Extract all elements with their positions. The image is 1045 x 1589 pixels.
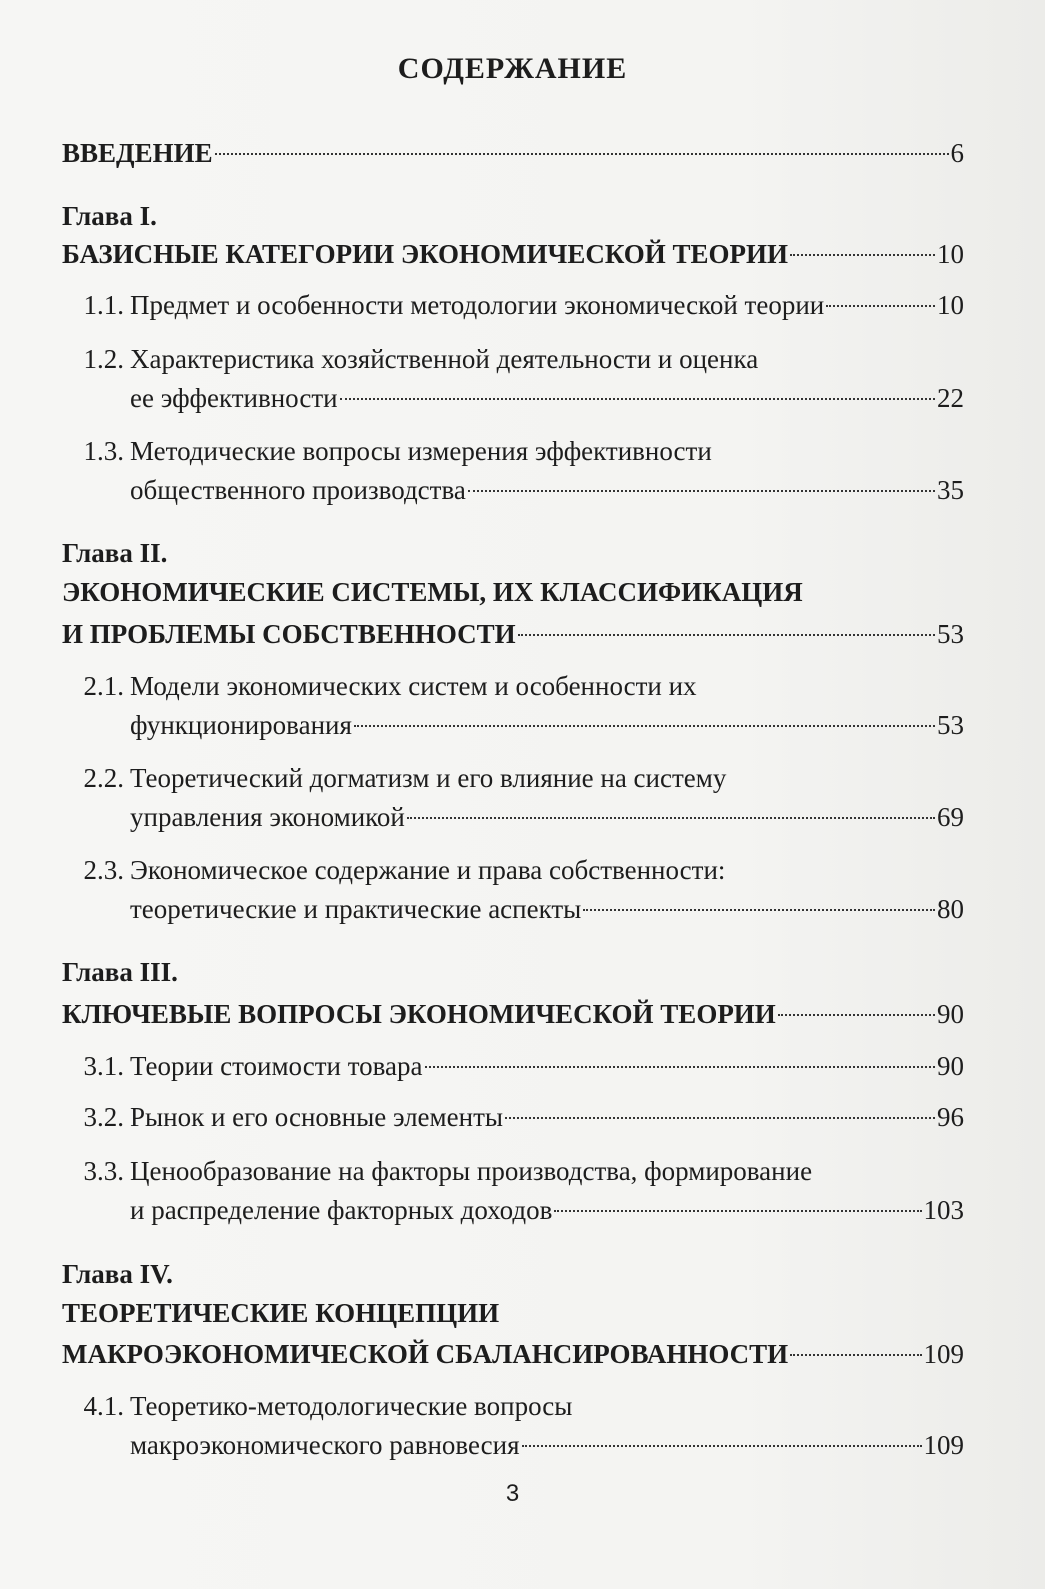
section-row-cont: [62, 797, 964, 837]
dot-leader: [522, 1445, 922, 1447]
section-number: 4.1.: [83, 1391, 124, 1421]
section-number: 1.3.: [83, 436, 124, 466]
section-row-cont: [62, 378, 964, 418]
dot-leader: [505, 1117, 935, 1119]
page-title: СОДЕРЖАНИЕ: [397, 52, 628, 85]
chapter-title: КЛЮЧЕВЫЕ ВОПРОСЫ ЭКОНОМИЧЕСКОЙ ТЕОРИИ: [62, 999, 776, 1029]
dot-leader: [554, 1210, 921, 1212]
section-title: Теории стоимости товара: [130, 1051, 423, 1081]
section-number: 1.1.: [83, 290, 124, 320]
section-row: [62, 1386, 572, 1426]
section-title: и распределение факторных доходов: [130, 1195, 553, 1225]
toc-page-number: 90: [937, 999, 964, 1029]
chapter-title-row: [62, 614, 964, 654]
section-row: [62, 850, 725, 890]
toc-entry-label: ВВЕДЕНИЕ: [62, 138, 213, 168]
dot-leader: [215, 153, 949, 155]
toc-page-number: 96: [937, 1102, 964, 1132]
section-number: 3.1.: [83, 1051, 124, 1081]
section-title: Рынок и его основные элементы: [130, 1102, 504, 1132]
toc-page-number: 10: [937, 290, 964, 320]
section-row-cont: [62, 705, 964, 745]
chapter-title: ТЕОРЕТИЧЕСКИЕ КОНЦЕПЦИИ: [62, 1298, 500, 1328]
toc-page-number: 69: [937, 802, 964, 832]
chapter-label: Глава III.: [62, 957, 178, 987]
dot-leader: [425, 1066, 935, 1068]
dot-leader: [583, 909, 935, 911]
section-row-cont: [62, 470, 964, 510]
section-title: Предмет и особенности методологии экономической теории: [130, 290, 825, 320]
section-title: Теоретико-методологические вопросы: [130, 1391, 573, 1421]
section-row: [62, 285, 964, 325]
section-title: общественного производства: [130, 475, 466, 505]
dot-leader: [826, 305, 935, 307]
page-number: 3: [505, 1480, 520, 1507]
section-row: [62, 1151, 812, 1191]
toc-page-number: 109: [923, 1430, 964, 1460]
section-title: управления экономикой: [130, 802, 405, 832]
section-title: Ценообразование на факторы производства, формирование: [130, 1156, 813, 1186]
section-title: Экономическое содержание и права собственности:: [130, 855, 726, 885]
toc-page-number: 6: [950, 138, 964, 168]
section-row: [62, 758, 726, 798]
section-row: [62, 1097, 964, 1137]
section-row-cont: [62, 1425, 964, 1465]
dot-leader: [790, 254, 935, 256]
section-title: Модели экономических систем и особенности их: [130, 671, 697, 701]
chapter-title-row: [62, 234, 964, 274]
section-title: ее эффективности: [130, 383, 338, 413]
section-title: функционирования: [130, 710, 352, 740]
section-title: макроэкономического равновесия: [130, 1430, 520, 1460]
section-row: [62, 339, 758, 379]
chapter-title-row: [62, 1334, 964, 1374]
chapter-title: И ПРОБЛЕМЫ СОБСТВЕННОСТИ: [62, 619, 516, 649]
toc-page-number: 53: [937, 710, 964, 740]
dot-leader: [340, 398, 935, 400]
chapter-title: БАЗИСНЫЕ КАТЕГОРИИ ЭКОНОМИЧЕСКОЙ ТЕОРИИ: [62, 239, 789, 269]
chapter-title: ЭКОНОМИЧЕСКИЕ СИСТЕМЫ, ИХ КЛАССИФИКАЦИЯ: [62, 577, 803, 607]
section-row: [62, 431, 712, 471]
toc-entry-intro: [62, 133, 964, 173]
section-row: [62, 666, 697, 706]
section-title: Характеристика хозяйственной деятельности и оценка: [130, 344, 759, 374]
toc-page-number: 80: [937, 894, 964, 924]
section-number: 2.3.: [83, 855, 124, 885]
section-row-cont: [62, 1190, 964, 1230]
section-title: Теоретический догматизм и его влияние на систему: [130, 763, 727, 793]
section-row: [62, 1046, 964, 1086]
chapter-label: Глава IV.: [62, 1259, 173, 1289]
dot-leader: [354, 725, 935, 727]
dot-leader: [468, 490, 935, 492]
dot-leader: [407, 817, 935, 819]
dot-leader: [790, 1354, 921, 1356]
toc-page-number: 22: [937, 383, 964, 413]
chapter-title: МАКРОЭКОНОМИЧЕСКОЙ СБАЛАНСИРОВАННОСТИ: [62, 1339, 789, 1369]
section-number: 3.2.: [83, 1102, 124, 1132]
toc-page-number: 10: [937, 239, 964, 269]
toc-page-number: 103: [923, 1195, 964, 1225]
chapter-title-row: [62, 994, 964, 1034]
dot-leader: [778, 1014, 935, 1016]
toc-page-number: 53: [937, 619, 964, 649]
toc-page-number: 109: [923, 1339, 964, 1369]
toc-page-number: 90: [937, 1051, 964, 1081]
chapter-label: Глава II.: [62, 538, 168, 568]
chapter-label: Глава I.: [62, 201, 157, 231]
section-number: 1.2.: [83, 344, 124, 374]
dot-leader: [518, 634, 935, 636]
section-title: теоретические и практические аспекты: [130, 894, 582, 924]
toc-page-number: 35: [937, 475, 964, 505]
section-title: Методические вопросы измерения эффективности: [130, 436, 712, 466]
section-number: 2.1.: [83, 671, 124, 701]
section-row-cont: [62, 889, 964, 929]
section-number: 2.2.: [83, 763, 124, 793]
section-number: 3.3.: [83, 1156, 124, 1186]
